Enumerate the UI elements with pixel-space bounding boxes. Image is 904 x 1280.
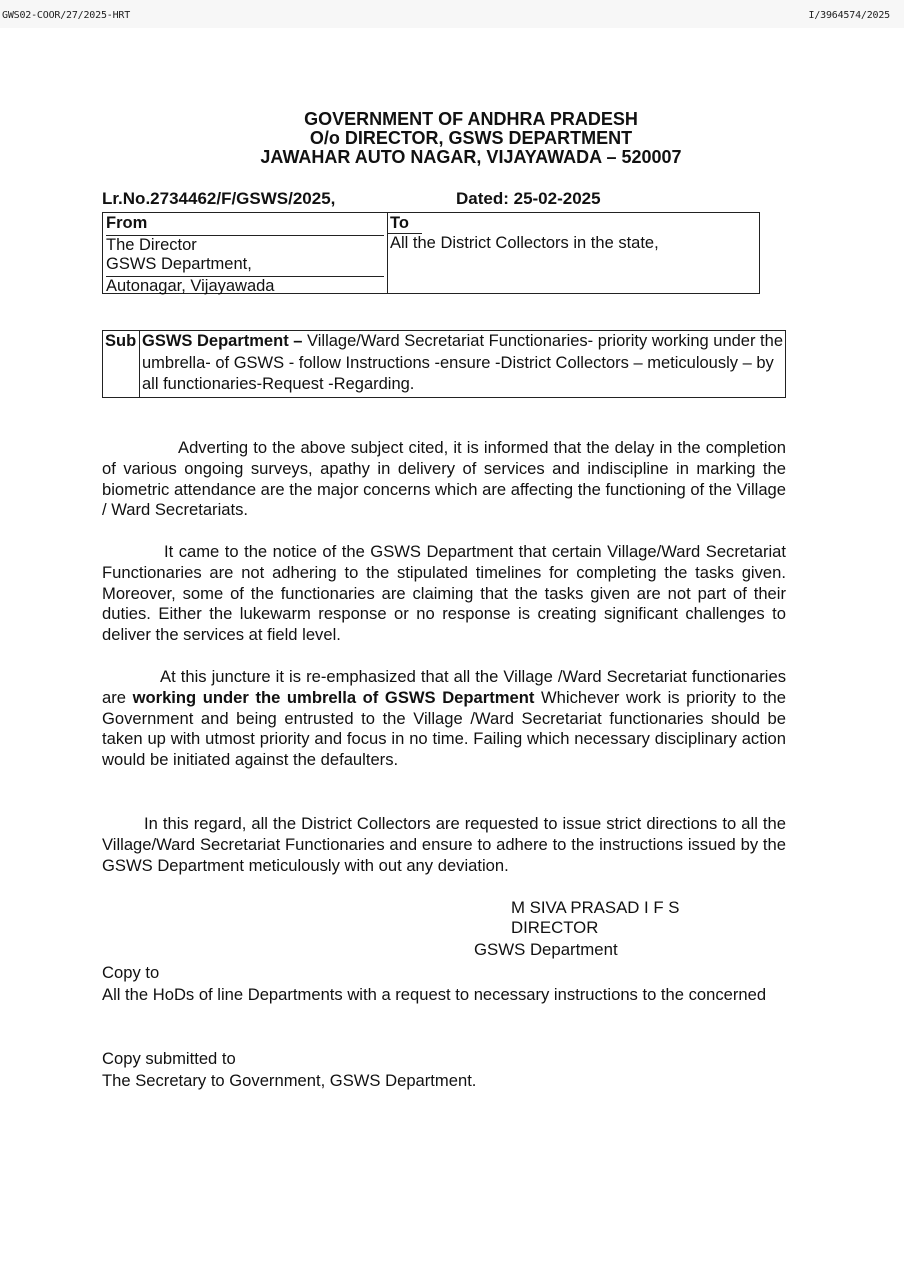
receipt-number: I/3964574/2025 [808, 10, 890, 21]
paragraph-1: Adverting to the above subject cited, it is informed that the delay in the completion of various ongoing surveys, apathy in delivery of services and indiscipline in marking the biometric attendance are the major concerns which are affecting the functioning of the Village / Ward Secretariats. [102, 438, 786, 520]
subject-label: Sub [103, 331, 140, 397]
signatory-designation: DIRECTOR [511, 918, 599, 937]
copy-submitted-block [102, 1048, 786, 1092]
copy-submitted-text: The Secretary to Government, GSWS Department. [102, 1070, 477, 1090]
paragraph-3-bold: working under the umbrella of GSWS Department [132, 687, 535, 707]
paragraph-3-start: At this juncture it is re-emphasized that all the Village /Ward Secretariat functionaries are [102, 667, 786, 707]
subject-bold: GSWS Department – [142, 332, 303, 350]
letterhead-line-3: JAWAHAR AUTO NAGAR, VIJAYAWADA – 520007 [260, 147, 682, 167]
from-line-2: GSWS Department, [106, 255, 252, 273]
subject-rest: Village/Ward Secretariat Functionaries- priority working under the umbrella- of GSWS - follow Instructions -ensure -District Collectors – meticulously – by all functionaries-Request -Regarding. [142, 332, 783, 393]
letter-date: Dated: 25-02-2025 [456, 189, 601, 208]
signatory-department: GSWS Department [474, 940, 618, 959]
letterhead-line-1: GOVERNMENT OF ANDHRA PRADESH [304, 109, 638, 129]
letterhead-line-2: O/o DIRECTOR, GSWS DEPARTMENT [309, 128, 633, 148]
to-recipients: All the District Collectors in the state, [390, 234, 659, 252]
from-label: From [106, 214, 148, 232]
signatory-name: M SIVA PRASAD I F S [511, 898, 680, 917]
letter-number: Lr.No.2734462/F/GSWS/2025, [102, 189, 336, 208]
to-cell [388, 213, 759, 293]
copy-submitted-label: Copy submitted to [102, 1049, 236, 1068]
file-number: GWS02-COOR/27/2025-HRT [2, 10, 131, 21]
subject-box [102, 330, 786, 398]
paragraph-3 [102, 667, 786, 771]
to-label: To [388, 214, 422, 234]
from-cell [103, 213, 388, 293]
copy-to-label: Copy to [102, 963, 160, 982]
paragraph-4: In this regard, all the District Collectors are requested to issue strict directions to all the Village/Ward Secretariat Functionaries and ensure to adhere to the instructions issued by the GSWS Department meticulously with out any deviation. [102, 814, 786, 875]
file-reference-bar [0, 0, 904, 28]
copy-to-text: All the HoDs of line Departments with a request to necessary instructions to the concerned [102, 984, 767, 1004]
from-line-1: The Director [106, 235, 384, 255]
from-line-3: Autonagar, Vijayawada [106, 276, 384, 296]
copy-to-block [102, 962, 786, 1006]
subject-text [140, 331, 785, 397]
from-to-table [102, 212, 760, 294]
paragraph-2: It came to the notice of the GSWS Department that certain Village/Ward Secretariat Functionaries are not adhering to the stipulated timelines for completing the tasks given. Moreover, some of the functionaries are claiming that the tasks given are not part of their duties. Either the lukewarm response or no response is creating significant challenges to deliver the services at field level. [102, 542, 786, 645]
letterhead [0, 110, 904, 167]
paragraph-3-end: Whichever work is priority to the Government and being entrusted to the Village /Ward Secretariat functionaries should be taken up with utmost priority and focus in no time. Failing which necessary disciplinary action would be initiated against the defaulters. [102, 687, 786, 770]
